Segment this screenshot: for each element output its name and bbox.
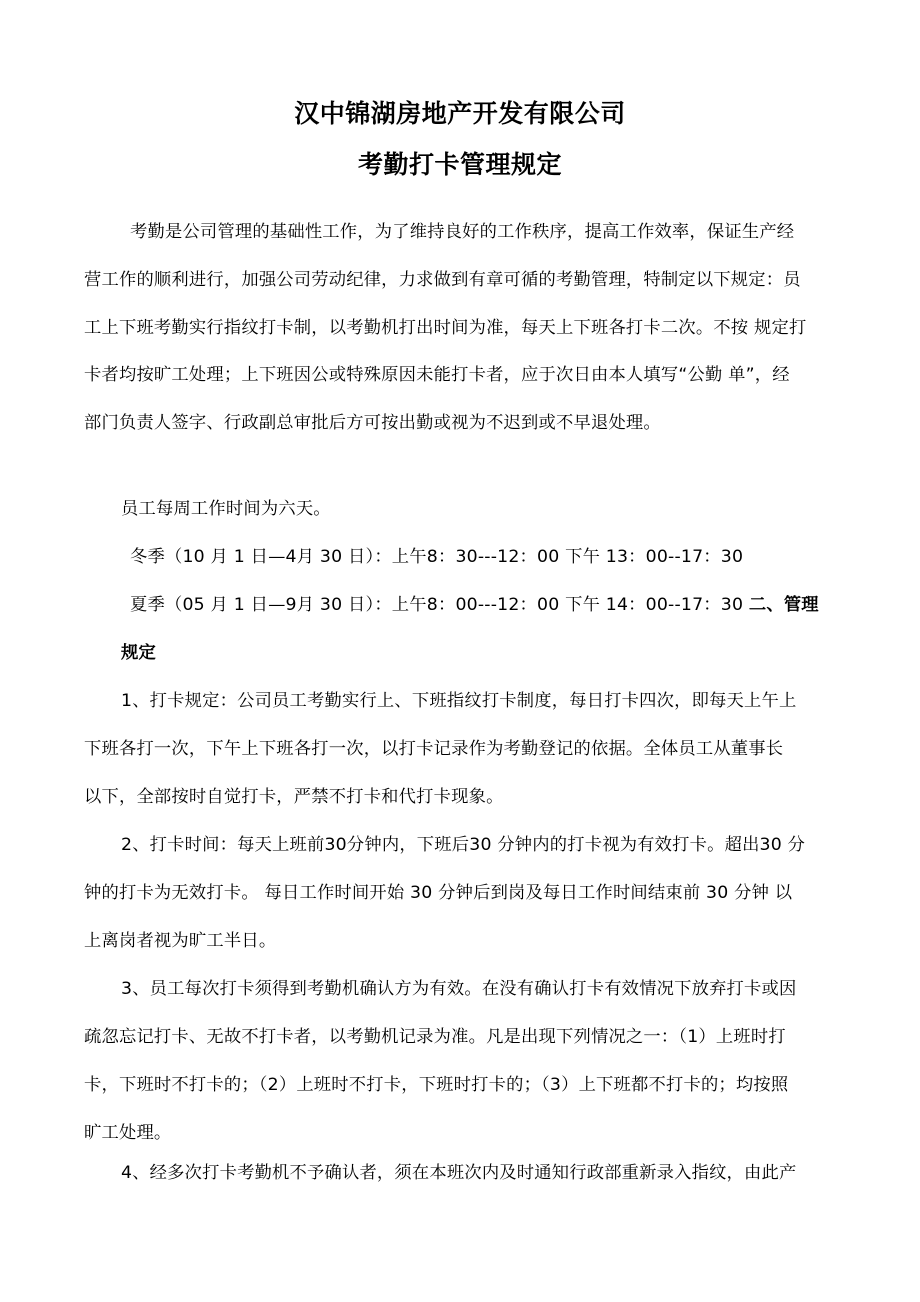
summer-schedule-row (130, 593, 819, 617)
rule-1-line-2: 下班各打一次，下午上下班各打一次，以打卡记录作为考勤登记的依据。全体员工从董事长 (84, 739, 784, 759)
intro-line-2: 营工作的顺利进行，加强公司劳动纪律，力求做到有章可循的考勤管理，特制定以下规定：员 (84, 270, 801, 290)
rule-2-line-1: 2、打卡时间：每天上班前30分钟内，下班后30 分钟内的打卡视为有效打卡。超出30 分 (121, 835, 806, 855)
rule-3-line-1: 3、员工每次打卡须得到考勤机确认方为有效。在没有确认打卡有效情况下放弃打卡或因 (121, 979, 797, 999)
intro-line-1: 考勤是公司管理的基础性工作，为了维持良好的工作秩序，提高工作效率，保证生产经 (130, 222, 795, 242)
section-2-heading-cont: 规定 (121, 643, 156, 663)
summer-schedule: 夏季（05 月 1 日—9月 30 日）：上午8：00---12：00 下午 14：00--17：30 (130, 595, 744, 615)
intro-line-5: 部门负责人签字、行政副总审批后方可按出勤或视为不迟到或不早退处理。 (84, 413, 661, 433)
intro-line-3: 工上下班考勤实行指纹打卡制，以考勤机打出时间为准，每天上下班各打卡二次。不按 规定打 (84, 318, 807, 338)
company-name: 汉中锦湖房地产开发有限公司 (294, 99, 626, 128)
document-title: 考勤打卡管理规定 (357, 150, 562, 179)
rule-4-line-1: 4、经多次打卡考勤机不予确认者，须在本班次内及时通知行政部重新录入指纹，由此产 (121, 1163, 797, 1183)
rule-1-line-3: 以下，全部按时自觉打卡，严禁不打卡和代打卡现象。 (84, 787, 504, 807)
rule-2-line-3: 上离岗者视为旷工半日。 (84, 931, 277, 951)
section-2-heading: 二、管理 (748, 595, 819, 615)
rule-1-line-1: 1、打卡规定：公司员工考勤实行上、下班指纹打卡制度，每日打卡四次，即每天上午上 (121, 691, 797, 711)
rule-3-line-3: 卡，下班时不打卡的；（2）上班时不打卡，下班时打卡的；（3）上下班都不打卡的；均按照 (84, 1075, 789, 1095)
workweek-line: 员工每周工作时间为六天。 (121, 499, 331, 519)
rule-3-line-2: 疏忽忘记打卡、无故不打卡者，以考勤机记录为准。凡是出现下列情况之一：（1）上班时打 (84, 1027, 786, 1047)
rule-2-line-2: 钟的打卡为无效打卡。 每日工作时间开始 30 分钟后到岗及每日工作时间结束前 30 分钟 以 (84, 883, 793, 903)
winter-schedule: 冬季（10 月 1 日—4月 30 日）：上午8：30---12：00 下午 13：00--17：30 (130, 547, 744, 567)
intro-line-4: 卡者均按旷工处理；上下班因公或特殊原因未能打卡者，应于次日由本人填写“公勤 单”，经 (84, 365, 790, 385)
rule-3-line-4: 旷工处理。 (84, 1123, 172, 1143)
